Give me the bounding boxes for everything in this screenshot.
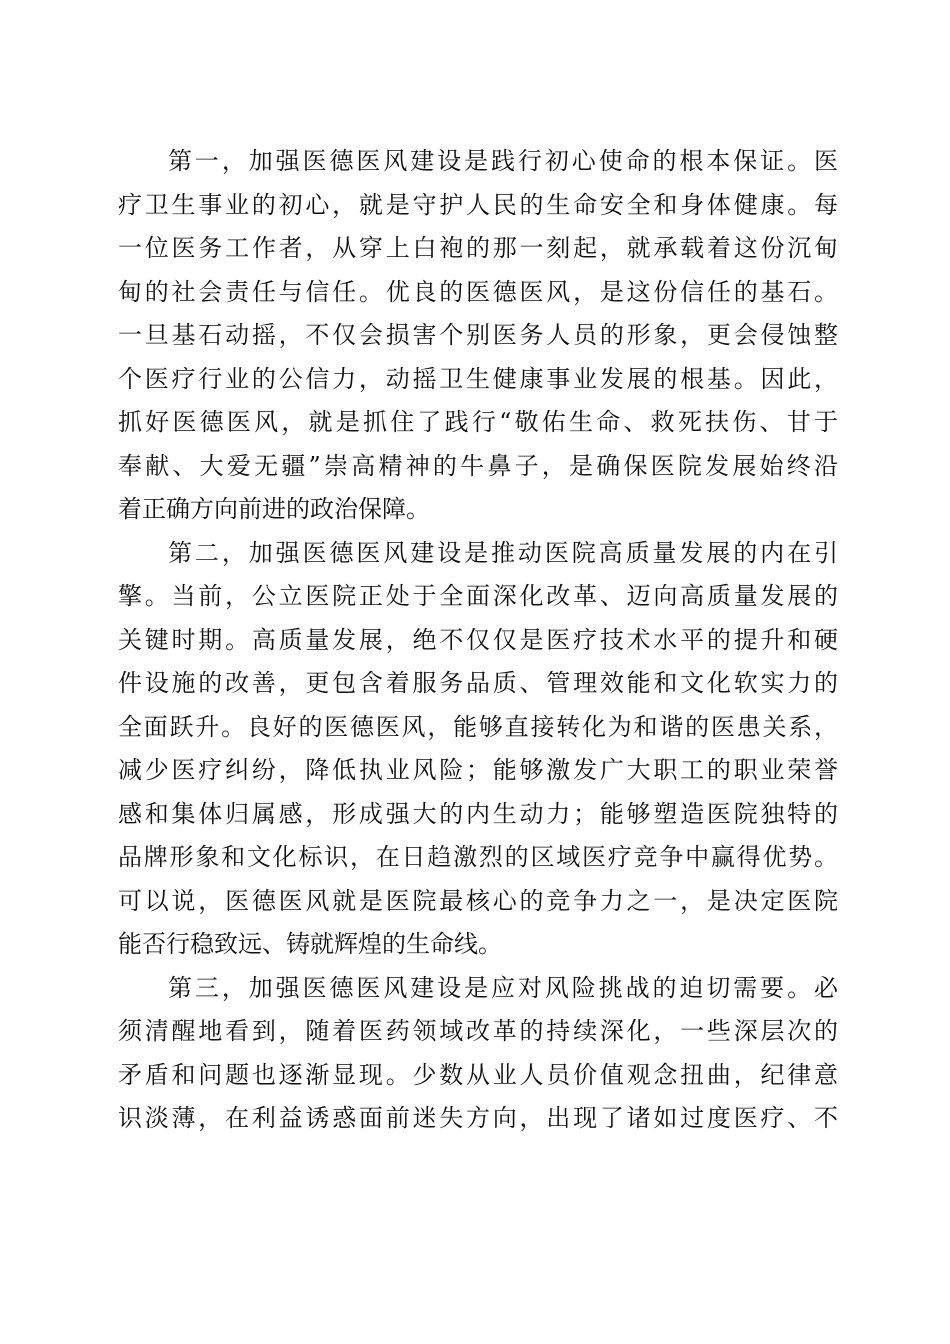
paragraph-2-line-8: 品牌形象和文化标识，在日趋激烈的区域医疗竞争中赢得优势。 — [118, 843, 838, 871]
paragraph-2-line-10: 能否行稳致远、铸就辉煌的生命线。 — [118, 930, 502, 958]
paragraph-2-line-2: 擎。当前，公立医院正处于全面深化改革、迈向高质量发展的 — [118, 582, 838, 610]
paragraph-1-line-1: 第一，加强医德医风建设是践行初心使命的根本保证。医 — [168, 147, 838, 175]
paragraph-1-line-6: 个医疗行业的公信力，动摇卫生健康事业发展的根基。因此， — [118, 364, 838, 393]
paragraph-3-line-2: 须清醒地看到，随着医药领域改革的持续深化，一些深层次的 — [118, 1017, 838, 1045]
paragraph-2-line-5: 全面跃升。良好的医德医风，能够直接转化为和谐的医患关系， — [118, 712, 838, 741]
paragraph-3-line-3: 矛盾和问题也逐渐显现。少数从业人员价值观念扭曲，纪律意 — [118, 1060, 838, 1089]
paragraph-1-line-2: 疗卫生事业的初心，就是守护人民的生命安全和身体健康。每 — [118, 190, 838, 219]
paragraph-1-line-4: 甸的社会责任与信任。优良的医德医风，是这份信任的基石。 — [118, 277, 838, 306]
paragraph-1-line-7: 抓好医德医风，就是抓住了践行“敬佑生命、救死扶伤、甘于 — [118, 408, 838, 436]
paragraph-2-line-7: 感和集体归属感，形成强大的内生动力；能够塑造医院独特的 — [118, 799, 838, 828]
paragraph-1-line-8: 奉献、大爱无疆”崇高精神的牛鼻子，是确保医院发展始终沿 — [118, 451, 838, 480]
paragraph-2-line-3: 关键时期。高质量发展，绝不仅仅是医疗技术水平的提升和硬 — [118, 625, 838, 654]
document-body — [118, 140, 838, 1141]
paragraph-2-line-1: 第二，加强医德医风建设是推动医院高质量发展的内在引 — [168, 538, 838, 567]
paragraph-2-line-6: 减少医疗纠纷，降低执业风险；能够激发广大职工的职业荣誉 — [118, 756, 838, 784]
paragraph-2-line-9: 可以说，医德医风就是医院最核心的竞争力之一，是决定医院 — [118, 886, 838, 915]
paragraph-3-line-4: 识淡薄，在利益诱惑面前迷失方向，出现了诸如过度医疗、不 — [118, 1104, 838, 1132]
paragraph-2-line-4: 件设施的改善，更包含着服务品质、管理效能和文化软实力的 — [118, 669, 838, 697]
paragraph-1-line-9: 着正确方向前进的政治保障。 — [118, 495, 430, 523]
paragraph-1-line-3: 一位医务工作者，从穿上白袍的那一刻起，就承载着这份沉甸 — [118, 234, 838, 262]
paragraph-3-line-1: 第三，加强医德医风建设是应对风险挑战的迫切需要。必 — [168, 973, 838, 1002]
paragraph-1-line-5: 一旦基石动摇，不仅会损害个别医务人员的形象，更会侵蚀整 — [118, 321, 838, 349]
